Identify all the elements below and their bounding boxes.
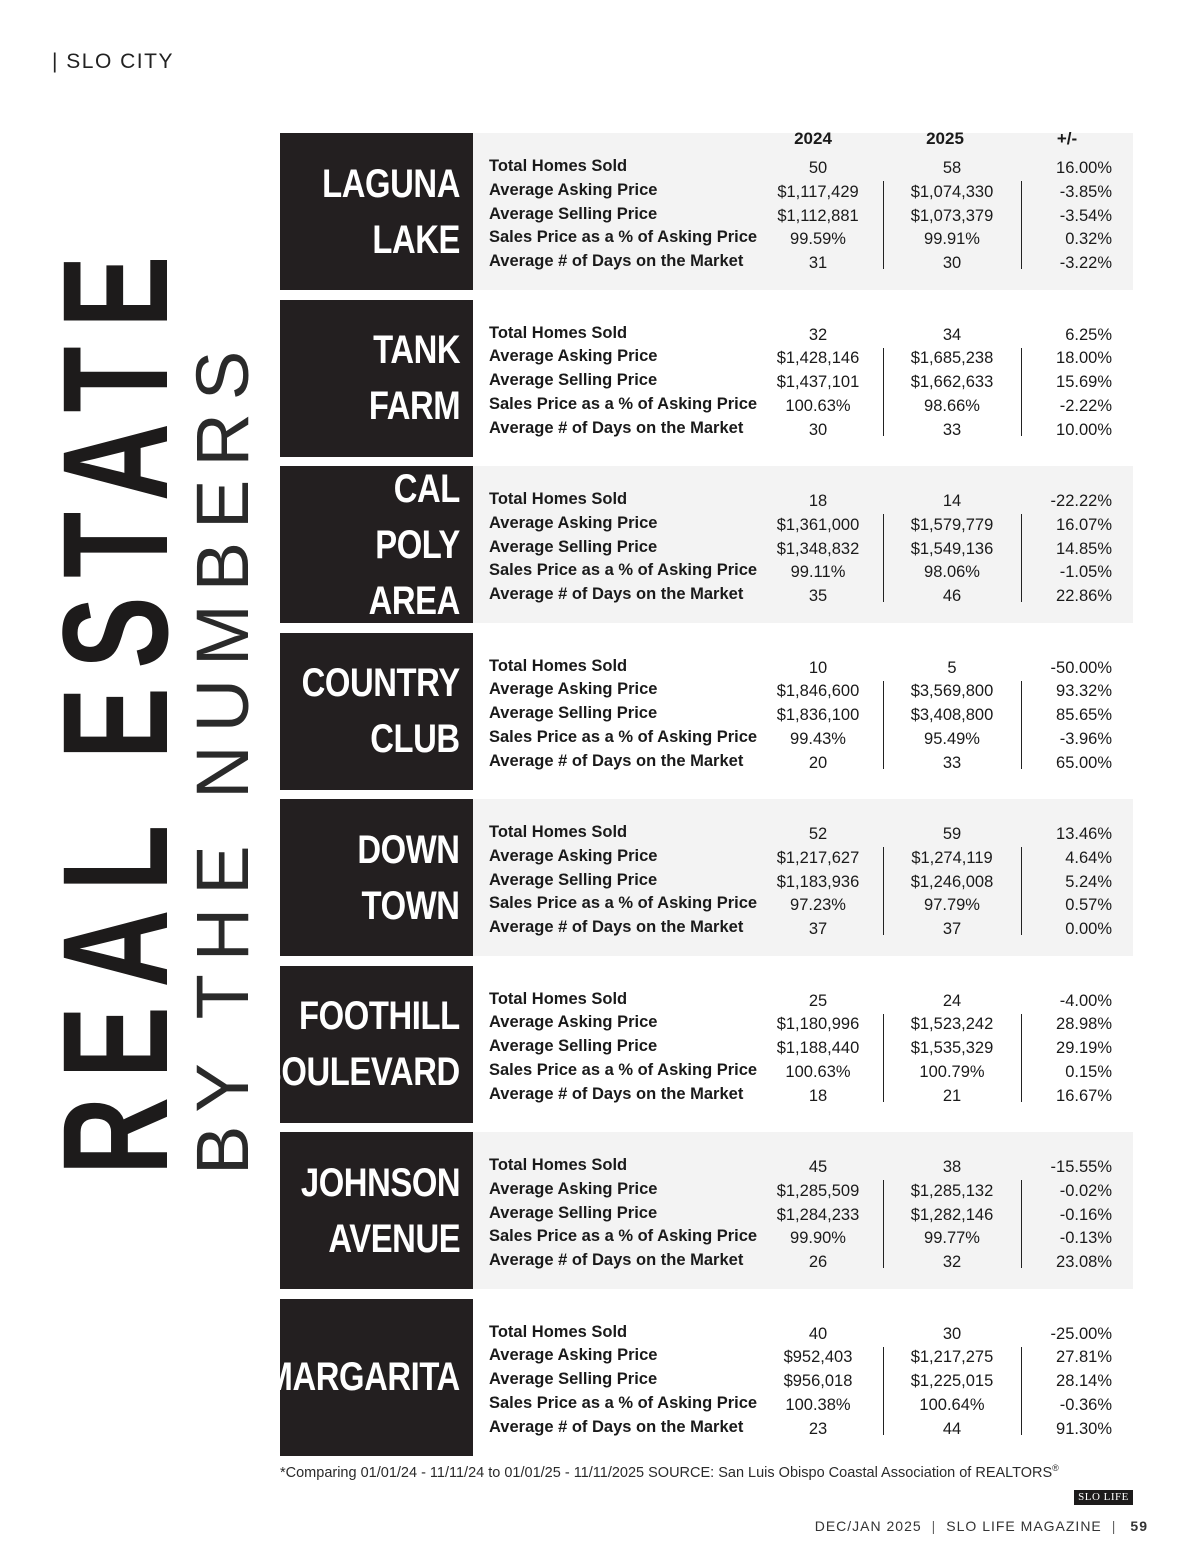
stat-value: 99.11% — [790, 563, 846, 582]
metric-label: Total Homes Sold — [489, 823, 628, 841]
stat-value: 37 — [808, 920, 828, 939]
stat-value: $1,073,379 — [910, 206, 994, 225]
column-header-change: +/- — [1056, 129, 1078, 148]
area-name: COUNTRY CLUB — [301, 661, 460, 761]
stat-value: 30 — [942, 254, 962, 273]
metric-label: Total Homes Sold — [489, 157, 628, 175]
metric-label: Average Asking Price — [489, 1179, 658, 1198]
stat-value: 0.57% — [1065, 896, 1112, 915]
column-change — [1002, 1323, 1112, 1442]
stat-value: 93.32% — [1056, 682, 1112, 701]
column-y2025 — [892, 1323, 1012, 1442]
column-change — [1002, 1156, 1112, 1275]
area-name: FOOTHILL BOULEVARD — [258, 994, 460, 1094]
metric-label: Average Selling Price — [489, 537, 658, 556]
stat-value: 13.46% — [1056, 825, 1112, 843]
metric-label: Sales Price as a % of Asking Price — [489, 394, 758, 413]
area-name: MARGARITA — [265, 1355, 460, 1399]
stat-value: $1,285,132 — [910, 1181, 994, 1200]
stat-value: $1,284,233 — [776, 1205, 860, 1224]
metric-label: Average Asking Price — [489, 680, 658, 699]
stat-value: -25.00% — [1050, 1324, 1112, 1343]
stat-value: -1.05% — [1059, 563, 1112, 582]
column-y2025 — [892, 823, 1012, 942]
column-divider — [1021, 1180, 1022, 1268]
stat-value: -0.13% — [1059, 1229, 1112, 1248]
footnote — [280, 1463, 1059, 1481]
metric-label: Average # of Days on the Market — [489, 918, 744, 937]
column-divider — [883, 1014, 884, 1102]
column-y2025 — [892, 157, 1012, 276]
metric-label: Sales Price as a % of Asking Price — [489, 727, 758, 746]
stat-value: 0.32% — [1065, 230, 1112, 249]
section-label: | SLO CITY — [52, 50, 174, 73]
area-block — [280, 1132, 1133, 1289]
metric-label: Average Asking Price — [489, 1346, 658, 1365]
stat-value: 20 — [808, 753, 828, 772]
stat-value: $1,437,101 — [776, 373, 860, 392]
stat-value: 99.59% — [790, 230, 846, 249]
column-y2025 — [892, 324, 1012, 443]
metric-label: Average Asking Price — [489, 347, 658, 366]
stat-value: 44 — [942, 1419, 962, 1438]
stat-value: -3.54% — [1059, 206, 1112, 225]
metric-label: Total Homes Sold — [489, 490, 628, 508]
column-divider — [883, 681, 884, 769]
column-y2025 — [892, 990, 1012, 1109]
metric-labels — [489, 821, 757, 940]
stat-value: -15.55% — [1050, 1158, 1112, 1176]
stat-value: 46 — [942, 587, 962, 606]
metric-label: Average Selling Price — [489, 1203, 658, 1222]
column-y2024 — [758, 324, 878, 443]
column-divider — [883, 1347, 884, 1435]
column-change — [1002, 490, 1112, 609]
area-block — [280, 799, 1133, 956]
stat-value: 50 — [808, 159, 828, 177]
stat-value: -4.00% — [1059, 991, 1112, 1010]
area-name-box — [280, 133, 473, 290]
stat-value: 97.23% — [790, 896, 846, 915]
stat-value: 100.63% — [785, 1062, 851, 1081]
stat-value: 34 — [942, 325, 962, 344]
metric-label: Average Selling Price — [489, 704, 658, 723]
metric-label: Average # of Days on the Market — [489, 751, 744, 770]
stat-value: $1,112,881 — [777, 206, 859, 225]
area-name-box — [280, 466, 473, 623]
metric-label: Average # of Days on the Market — [489, 585, 744, 604]
column-change — [1002, 324, 1112, 443]
stat-value: $1,348,832 — [776, 539, 860, 558]
stat-value: 100.79% — [919, 1062, 985, 1081]
stat-value: 100.64% — [919, 1395, 985, 1414]
area-block — [280, 300, 1133, 457]
column-divider — [1021, 1347, 1022, 1435]
column-divider — [883, 1180, 884, 1268]
area-name: LAGUNA LAKE — [322, 161, 460, 262]
column-divider — [1021, 348, 1022, 436]
footnote-text: *Comparing 01/01/24 - 11/11/24 to 01/01/25 - 11/11/2025 SOURCE: San Luis Obispo Coastal Association of REALTORS — [280, 1464, 1053, 1481]
stat-value: 29.19% — [1056, 1039, 1112, 1058]
stat-value: 85.65% — [1056, 706, 1112, 725]
stat-value: -3.22% — [1059, 254, 1112, 273]
stat-value: 16.07% — [1056, 515, 1112, 534]
area-name-box — [280, 799, 473, 956]
area-stats-panel — [473, 633, 1133, 790]
area-stats-panel — [473, 799, 1133, 956]
stat-value: 21 — [942, 1086, 962, 1105]
metric-label: Sales Price as a % of Asking Price — [489, 1227, 758, 1246]
stat-value: -0.16% — [1059, 1205, 1112, 1224]
stat-value: 24 — [942, 991, 962, 1010]
area-stats-panel — [473, 1132, 1133, 1289]
stat-value: $1,074,330 — [910, 182, 994, 201]
stat-value: 28.98% — [1056, 1015, 1112, 1034]
area-stats-panel — [473, 300, 1133, 457]
stat-value: $1,117,429 — [777, 182, 859, 201]
column-divider — [1021, 514, 1022, 602]
column-change — [1002, 657, 1112, 776]
folio-magazine: SLO LIFE MAGAZINE — [946, 1518, 1102, 1534]
column-header-y2025: 2025 — [926, 129, 964, 148]
metric-labels — [489, 488, 757, 607]
stat-value: $956,018 — [783, 1372, 853, 1391]
stat-value: 98.06% — [924, 563, 980, 582]
stat-value: 15.69% — [1056, 373, 1112, 392]
column-divider — [1021, 847, 1022, 935]
metric-label: Total Homes Sold — [489, 323, 628, 342]
stat-value: 100.63% — [785, 396, 851, 415]
area-name-box — [280, 300, 473, 457]
column-y2024 — [758, 157, 878, 276]
metric-label: Average # of Days on the Market — [489, 1251, 744, 1270]
stat-value: 32 — [808, 325, 828, 344]
side-title-sub: BY THE NUMBERS — [181, 337, 264, 1175]
stat-value: $1,246,008 — [910, 872, 994, 891]
stat-value: 59 — [942, 825, 962, 843]
stat-value: 0.15% — [1065, 1062, 1112, 1081]
stat-value: 10 — [808, 658, 828, 677]
stat-value: 28.14% — [1056, 1372, 1112, 1391]
stat-value: 23 — [808, 1419, 828, 1438]
metric-label: Average Asking Price — [489, 513, 658, 532]
stat-value: 27.81% — [1056, 1348, 1112, 1367]
stat-value: $1,579,779 — [910, 515, 994, 534]
area-block — [280, 466, 1133, 623]
column-y2024 — [758, 990, 878, 1109]
area-block — [280, 129, 1133, 290]
stat-value: 25 — [808, 991, 828, 1010]
metric-labels — [489, 1154, 757, 1273]
metric-label: Average # of Days on the Market — [489, 1417, 744, 1436]
stat-value: $1,285,509 — [776, 1181, 860, 1200]
column-y2024 — [758, 823, 878, 942]
stat-value: 5 — [947, 658, 957, 677]
column-header-y2024: 2024 — [794, 129, 832, 148]
stat-value: 100.38% — [785, 1395, 851, 1414]
folio-separator: | — [931, 1518, 937, 1534]
column-y2025 — [892, 657, 1012, 776]
stat-value: $1,274,119 — [911, 848, 993, 867]
stat-value: $1,361,000 — [776, 515, 860, 534]
metric-label: Total Homes Sold — [489, 1156, 628, 1174]
metric-label: Sales Price as a % of Asking Price — [489, 1060, 758, 1079]
column-divider — [883, 847, 884, 935]
metric-label: Average Selling Price — [489, 1370, 658, 1389]
area-name: CAL POLY AREA — [368, 466, 460, 623]
metric-label: Average Selling Price — [489, 204, 658, 223]
stat-value: $3,408,800 — [910, 706, 994, 725]
stat-value: -3.96% — [1059, 729, 1112, 748]
metric-label: Average Selling Price — [489, 870, 658, 889]
stat-value: -50.00% — [1050, 658, 1112, 677]
metric-labels — [489, 155, 757, 274]
stat-value: 16.67% — [1056, 1086, 1112, 1105]
stat-value: 33 — [942, 753, 962, 772]
stat-value: -3.85% — [1059, 182, 1112, 201]
stat-value: $1,662,633 — [910, 373, 994, 392]
metric-label: Average Asking Price — [489, 180, 658, 199]
stat-value: 30 — [942, 1324, 962, 1343]
folio-separator: | — [1111, 1518, 1117, 1534]
metric-label: Sales Price as a % of Asking Price — [489, 1393, 758, 1412]
metric-labels — [489, 988, 757, 1107]
registered-mark: ® — [1052, 1463, 1059, 1473]
stat-value: 23.08% — [1056, 1253, 1112, 1272]
metric-label: Sales Price as a % of Asking Price — [489, 561, 758, 580]
column-divider — [883, 181, 884, 269]
stat-value: 58 — [942, 159, 962, 177]
stat-value: $1,282,146 — [910, 1205, 994, 1224]
stat-value: 99.77% — [924, 1229, 980, 1248]
column-y2024 — [758, 490, 878, 609]
stat-value: 99.43% — [790, 729, 846, 748]
area-name-box — [265, 1299, 473, 1456]
metric-label: Average Asking Price — [489, 846, 658, 865]
stat-value: 18.00% — [1056, 349, 1112, 368]
stat-value: 33 — [942, 420, 962, 439]
area-name-box — [280, 1132, 473, 1289]
area-name: DOWN TOWN — [357, 827, 460, 928]
stat-value: 35 — [808, 587, 828, 606]
area-stats-panel — [473, 129, 1133, 290]
metric-labels — [489, 655, 757, 774]
stat-value: 0.00% — [1065, 920, 1112, 939]
metric-label: Average Selling Price — [489, 1037, 658, 1056]
column-divider — [1021, 181, 1022, 269]
column-change — [1002, 990, 1112, 1109]
page-number: 59 — [1130, 1518, 1148, 1534]
stat-value: $1,183,936 — [776, 872, 860, 891]
stat-value: 65.00% — [1056, 753, 1112, 772]
column-y2024 — [758, 1156, 878, 1275]
stat-value: $1,846,600 — [776, 682, 860, 701]
stat-value: $1,428,146 — [776, 349, 860, 368]
area-name-box — [258, 966, 473, 1123]
stat-value: 37 — [942, 920, 962, 939]
area-name-box — [280, 633, 473, 790]
stat-value: 97.79% — [924, 896, 980, 915]
metric-label: Total Homes Sold — [489, 989, 628, 1008]
stat-value: $1,188,440 — [776, 1039, 860, 1058]
area-block — [258, 966, 1133, 1123]
column-y2025 — [892, 490, 1012, 609]
metric-label: Average Asking Price — [489, 1013, 658, 1032]
area-name: TANK FARM — [368, 328, 460, 428]
area-stats-panel — [473, 966, 1133, 1123]
column-change — [1002, 823, 1112, 942]
stat-value: -0.02% — [1059, 1181, 1112, 1200]
column-divider — [1021, 1014, 1022, 1102]
column-divider — [883, 514, 884, 602]
stat-value: $1,523,242 — [910, 1015, 994, 1034]
metric-labels — [489, 1321, 757, 1440]
stat-value: $1,217,275 — [910, 1348, 994, 1367]
stat-value: 4.64% — [1065, 848, 1112, 867]
metric-label: Sales Price as a % of Asking Price — [489, 894, 758, 913]
stat-value: $1,685,238 — [910, 349, 994, 368]
stat-value: 31 — [808, 254, 828, 273]
area-stats-panel — [473, 1299, 1133, 1456]
stat-value: 98.66% — [924, 396, 980, 415]
stat-value: -22.22% — [1050, 492, 1112, 510]
side-title-main: REAL ESTATE — [31, 237, 199, 1175]
stat-value: $1,535,329 — [910, 1039, 994, 1058]
column-y2024 — [758, 1323, 878, 1442]
stat-value: 10.00% — [1056, 420, 1112, 439]
stat-value: 52 — [808, 825, 828, 843]
stat-value: 40 — [808, 1324, 828, 1343]
area-block — [265, 1299, 1133, 1456]
stat-value: -0.36% — [1059, 1395, 1112, 1414]
metric-label: Average # of Days on the Market — [489, 252, 744, 271]
stat-value: 26 — [808, 1253, 828, 1272]
area-stats-panel — [473, 466, 1133, 623]
stat-value: 16.00% — [1056, 159, 1112, 177]
stat-value: 14 — [942, 492, 962, 510]
metric-label: Total Homes Sold — [489, 656, 628, 675]
stat-value: 22.86% — [1056, 587, 1112, 606]
stat-value: 18 — [808, 1086, 828, 1105]
area-name: JOHNSON AVENUE — [300, 1160, 460, 1261]
stat-value: $1,217,627 — [776, 848, 860, 867]
stat-value: 99.90% — [790, 1229, 846, 1248]
metric-label: Average # of Days on the Market — [489, 1084, 744, 1103]
stat-value: 18 — [808, 492, 828, 510]
column-divider — [1021, 681, 1022, 769]
column-divider — [883, 348, 884, 436]
stat-value: $952,403 — [783, 1348, 853, 1367]
stat-value: 95.49% — [924, 729, 980, 748]
column-y2025 — [892, 1156, 1012, 1275]
stat-value: 30 — [808, 420, 828, 439]
stat-value: $3,569,800 — [910, 682, 994, 701]
stat-value: 6.25% — [1065, 325, 1112, 344]
stat-value: $1,836,100 — [776, 706, 860, 725]
stat-value: 38 — [942, 1158, 962, 1176]
stat-value: 45 — [808, 1158, 828, 1176]
stat-value: $1,549,136 — [910, 539, 994, 558]
metric-labels — [489, 322, 757, 441]
stat-value: 91.30% — [1056, 1419, 1112, 1438]
metric-label: Average # of Days on the Market — [489, 418, 744, 437]
folio — [815, 1518, 1148, 1534]
stat-value: -2.22% — [1059, 396, 1112, 415]
metric-label: Sales Price as a % of Asking Price — [489, 228, 758, 247]
area-block — [280, 633, 1133, 790]
stat-value: $1,180,996 — [776, 1015, 860, 1034]
metric-label: Total Homes Sold — [489, 1322, 628, 1341]
folio-issue: DEC/JAN 2025 — [814, 1518, 922, 1534]
column-y2024 — [758, 657, 878, 776]
stat-value: 32 — [942, 1253, 962, 1272]
stat-value: 14.85% — [1056, 539, 1112, 558]
stat-value: $1,225,015 — [910, 1372, 994, 1391]
slo-life-logo: SLO LIFE — [1074, 1490, 1133, 1505]
metric-label: Average Selling Price — [489, 371, 658, 390]
stat-value: 5.24% — [1065, 872, 1112, 891]
column-change — [1002, 157, 1112, 276]
stat-value: 99.91% — [924, 230, 980, 249]
